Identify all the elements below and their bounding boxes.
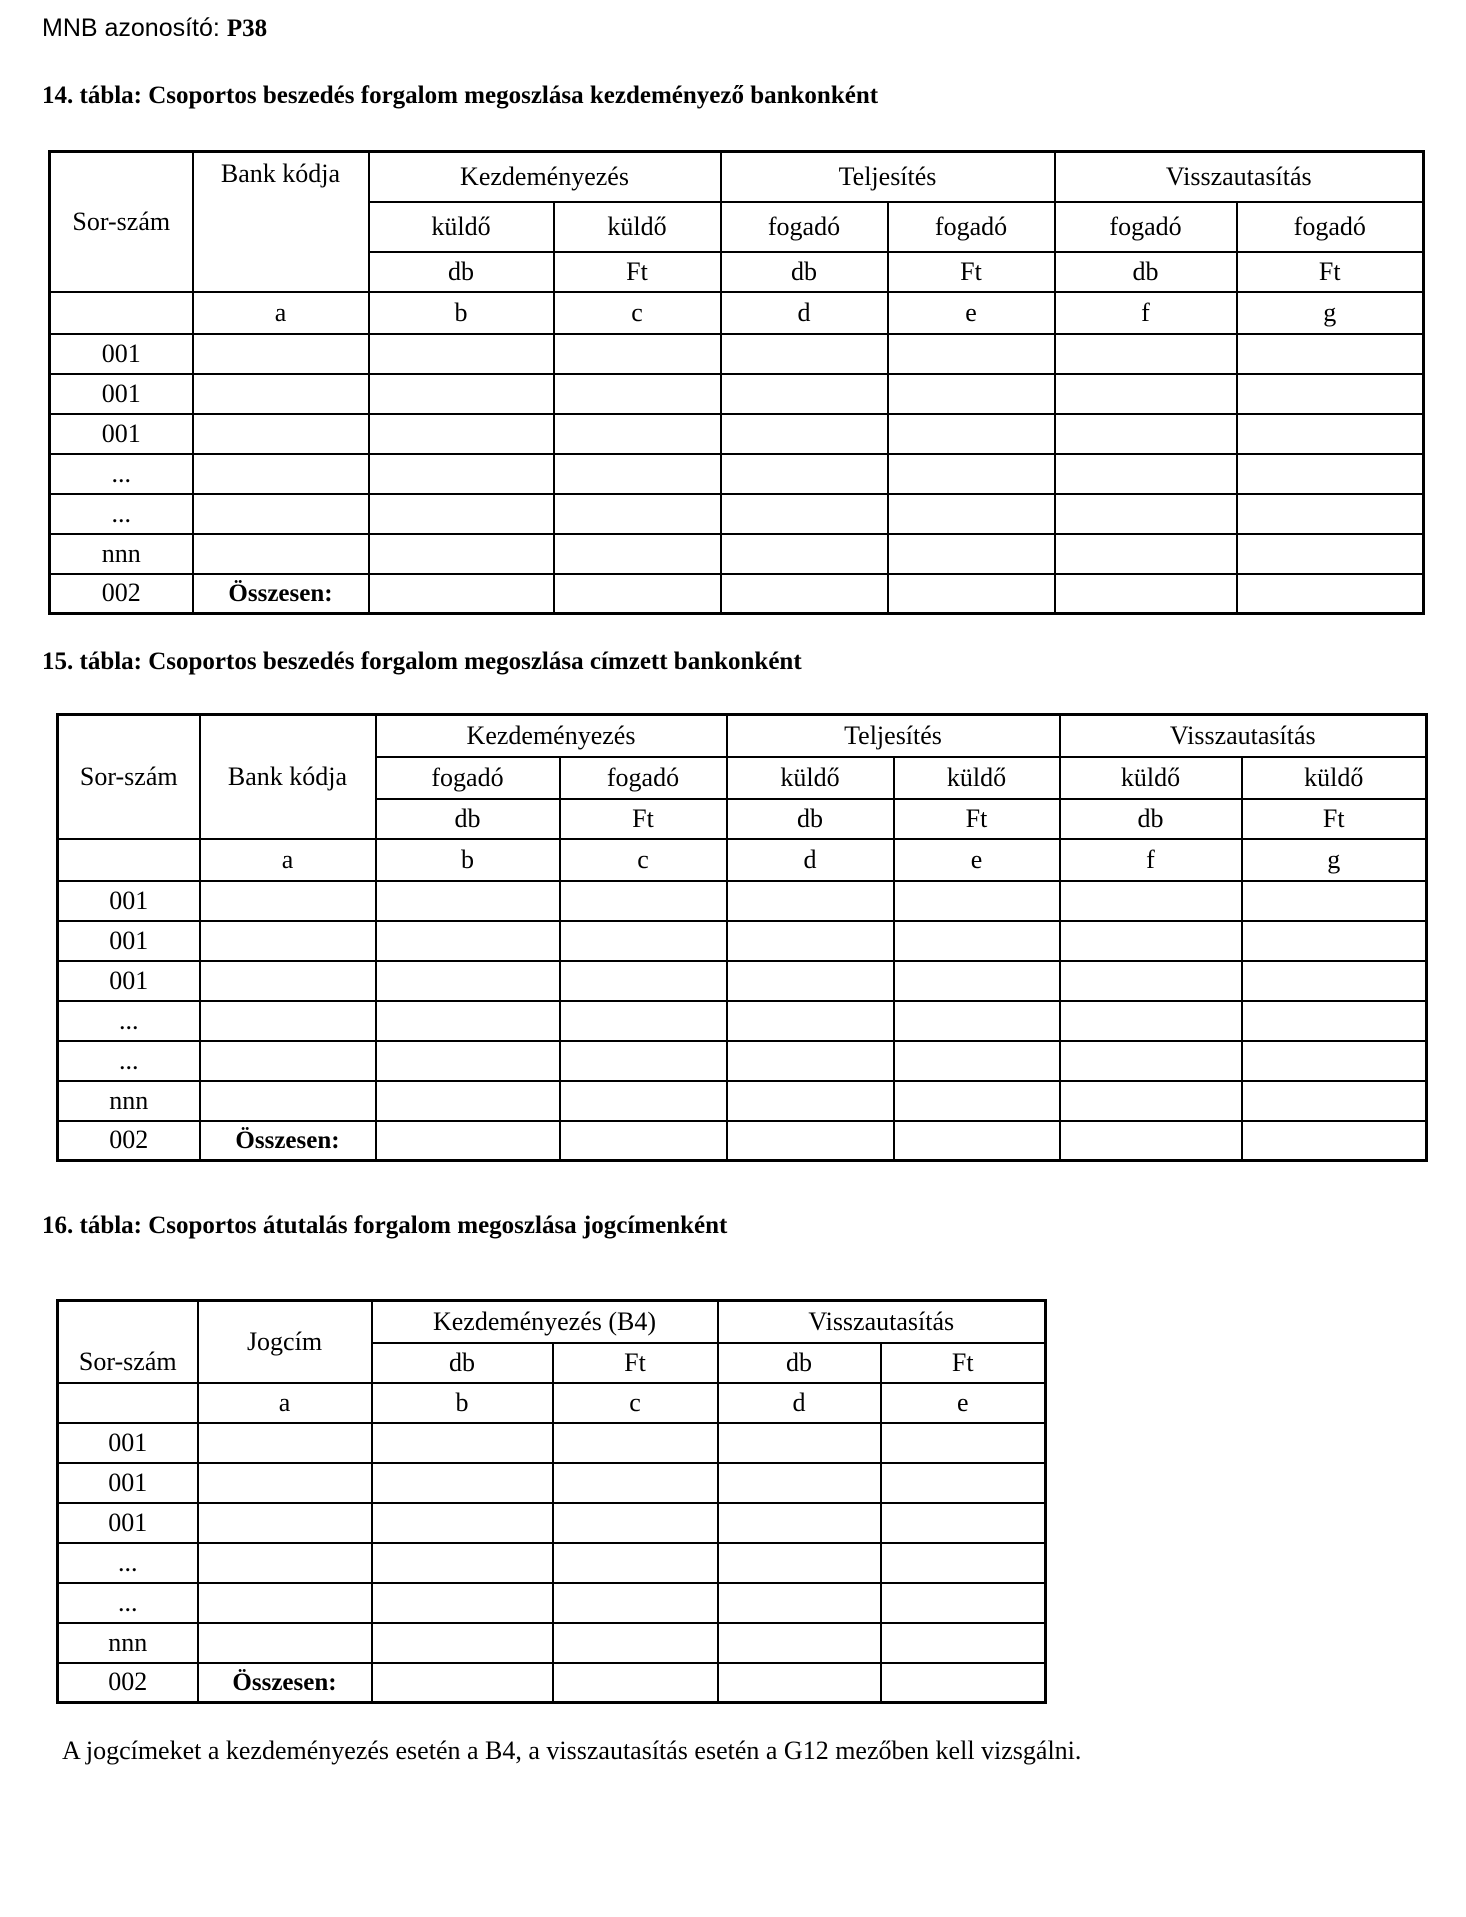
total-label: Összesen: (200, 1121, 376, 1161)
data-cell[interactable] (721, 454, 888, 494)
subheader: fogadó (376, 757, 560, 799)
table-row (58, 1623, 1046, 1663)
row-number: 002 (58, 1663, 198, 1703)
bank-code-cell[interactable] (193, 494, 369, 534)
data-cell[interactable] (894, 881, 1060, 921)
letter-cell: a (198, 1383, 372, 1423)
subheader: fogadó (560, 757, 727, 799)
data-cell[interactable] (894, 961, 1060, 1001)
data-cell[interactable] (553, 1543, 718, 1583)
table-14 (48, 150, 1425, 615)
data-cell[interactable] (727, 1001, 894, 1041)
data-cell[interactable] (881, 1623, 1046, 1663)
data-cell[interactable] (727, 961, 894, 1001)
row-number: ... (58, 1583, 198, 1623)
letter-cell: a (200, 839, 376, 881)
table-16 (56, 1299, 1047, 1704)
data-cell[interactable] (894, 1081, 1060, 1121)
data-cell[interactable] (881, 1423, 1046, 1463)
data-cell[interactable] (1242, 881, 1427, 921)
data-cell[interactable] (881, 1543, 1046, 1583)
letter-cell: e (881, 1383, 1046, 1423)
letter-cell: e (888, 292, 1055, 334)
data-cell[interactable] (1242, 1041, 1427, 1081)
data-cell[interactable] (718, 1543, 881, 1583)
data-cell[interactable] (554, 414, 721, 454)
bank-code-cell[interactable] (200, 1001, 376, 1041)
bank-code-cell[interactable] (200, 1081, 376, 1121)
table-row (58, 1423, 1046, 1463)
bank-code-header: Bank kódja (200, 715, 376, 839)
data-cell[interactable] (372, 1463, 553, 1503)
data-cell[interactable] (554, 494, 721, 534)
data-cell[interactable] (369, 454, 554, 494)
unit-header: Ft (888, 252, 1055, 292)
unit-header: db (727, 799, 894, 839)
subheader: fogadó (1055, 202, 1237, 252)
table-row (58, 881, 1427, 921)
footnote: A jogcímeket a kezdeményezés esetén a B4, a visszautasítás esetén a G12 mezőben kell vizsgálni. (62, 1736, 1082, 1765)
row-number: 001 (50, 374, 193, 414)
data-cell[interactable] (553, 1423, 718, 1463)
data-cell[interactable] (553, 1663, 718, 1703)
bank-code-cell[interactable] (193, 334, 369, 374)
data-cell[interactable] (553, 1463, 718, 1503)
table-16-caption: 16. tábla: Csoportos átutalás forgalom megoszlása jogcímenként (42, 1212, 728, 1239)
bank-code-cell[interactable] (193, 534, 369, 574)
letter-cell (58, 1383, 198, 1423)
data-cell[interactable] (894, 921, 1060, 961)
letter-cell: d (727, 839, 894, 881)
table-row (58, 961, 1427, 1001)
data-cell[interactable] (376, 921, 560, 961)
table-row (50, 414, 1424, 454)
letter-cell: f (1060, 839, 1242, 881)
data-cell[interactable] (718, 1423, 881, 1463)
data-cell[interactable] (888, 414, 1055, 454)
subheader: küldő (1242, 757, 1427, 799)
data-cell[interactable] (1060, 881, 1242, 921)
data-cell[interactable] (721, 534, 888, 574)
data-cell[interactable] (554, 574, 721, 614)
total-row (58, 1121, 1427, 1161)
data-cell[interactable] (560, 1001, 727, 1041)
bank-code-cell[interactable] (193, 454, 369, 494)
subheader: küldő (554, 202, 721, 252)
legal-title-header: Jogcím (198, 1301, 372, 1383)
data-cell[interactable] (718, 1583, 881, 1623)
data-cell[interactable] (721, 374, 888, 414)
letter-cell: c (560, 839, 727, 881)
sorszam-header: Sor-szám (58, 1301, 198, 1383)
data-cell[interactable] (369, 414, 554, 454)
data-cell[interactable] (553, 1503, 718, 1543)
data-cell[interactable] (888, 374, 1055, 414)
data-cell[interactable] (727, 1121, 894, 1161)
data-cell[interactable] (1242, 1001, 1427, 1041)
legal-title-cell[interactable] (198, 1623, 372, 1663)
data-cell[interactable] (721, 574, 888, 614)
data-cell[interactable] (376, 1081, 560, 1121)
row-number: 001 (58, 921, 200, 961)
group-header: Visszautasítás (718, 1301, 1046, 1343)
total-label: Összesen: (193, 574, 369, 614)
data-cell[interactable] (376, 1041, 560, 1081)
data-cell[interactable] (881, 1663, 1046, 1703)
data-cell[interactable] (727, 1041, 894, 1081)
group-header: Visszautasítás (1055, 152, 1424, 202)
table-row (58, 1543, 1046, 1583)
data-cell[interactable] (1060, 1121, 1242, 1161)
data-cell[interactable] (718, 1463, 881, 1503)
table-row (50, 334, 1424, 374)
letter-cell: f (1055, 292, 1237, 334)
unit-header: Ft (894, 799, 1060, 839)
letter-cell: d (721, 292, 888, 334)
data-cell[interactable] (376, 1121, 560, 1161)
unit-header: Ft (560, 799, 727, 839)
letter-cell: d (718, 1383, 881, 1423)
data-cell[interactable] (721, 334, 888, 374)
data-cell[interactable] (1060, 1041, 1242, 1081)
mnb-id-value: P38 (226, 15, 268, 42)
table-row (58, 1503, 1046, 1543)
group-header: Kezdeményezés (B4) (372, 1301, 718, 1343)
data-cell[interactable] (1060, 961, 1242, 1001)
letter-cell: g (1237, 292, 1424, 334)
data-cell[interactable] (554, 454, 721, 494)
subheader: fogadó (1237, 202, 1424, 252)
data-cell[interactable] (376, 881, 560, 921)
group-header: Visszautasítás (1060, 715, 1427, 757)
unit-header: db (1060, 799, 1242, 839)
data-cell[interactable] (888, 534, 1055, 574)
bank-code-cell[interactable] (193, 374, 369, 414)
data-cell[interactable] (554, 534, 721, 574)
group-header: Kezdeményezés (376, 715, 727, 757)
data-cell[interactable] (372, 1583, 553, 1623)
row-number: ... (58, 1543, 198, 1583)
data-cell[interactable] (1055, 414, 1237, 454)
subheader: küldő (894, 757, 1060, 799)
data-cell[interactable] (721, 414, 888, 454)
table-14-caption: 14. tábla: Csoportos beszedés forgalom megoszlása kezdeményező bankonként (42, 82, 879, 109)
data-cell[interactable] (553, 1623, 718, 1663)
data-cell[interactable] (369, 334, 554, 374)
row-number: 001 (58, 1423, 198, 1463)
data-cell[interactable] (560, 1081, 727, 1121)
data-cell[interactable] (1237, 534, 1424, 574)
unit-header: db (376, 799, 560, 839)
bank-code-cell[interactable] (200, 1041, 376, 1081)
data-cell[interactable] (372, 1423, 553, 1463)
group-header: Teljesítés (721, 152, 1055, 202)
data-cell[interactable] (372, 1543, 553, 1583)
letter-cell: b (372, 1383, 553, 1423)
subheader: küldő (369, 202, 554, 252)
data-cell[interactable] (376, 961, 560, 1001)
letter-cell: c (554, 292, 721, 334)
letter-cell: c (553, 1383, 718, 1423)
data-cell[interactable] (1060, 1081, 1242, 1121)
data-cell[interactable] (894, 1121, 1060, 1161)
data-cell[interactable] (1237, 374, 1424, 414)
subheader: fogadó (721, 202, 888, 252)
data-cell[interactable] (372, 1503, 553, 1543)
data-cell[interactable] (369, 534, 554, 574)
data-cell[interactable] (718, 1623, 881, 1663)
row-number: 001 (58, 881, 200, 921)
row-number: 001 (50, 334, 193, 374)
row-number: 002 (50, 574, 193, 614)
data-cell[interactable] (881, 1503, 1046, 1543)
sorszam-header: Sor-szám (58, 715, 200, 839)
mnb-id-label: MNB azonosító: (42, 14, 220, 42)
data-cell[interactable] (372, 1623, 553, 1663)
subheader: küldő (727, 757, 894, 799)
row-number: ... (58, 1041, 200, 1081)
data-cell[interactable] (554, 374, 721, 414)
table-row (50, 534, 1424, 574)
bank-code-header: Bank kódja (193, 152, 369, 292)
table-15 (56, 713, 1428, 1162)
data-cell[interactable] (1242, 921, 1427, 961)
unit-header: db (721, 252, 888, 292)
table-row (58, 1001, 1427, 1041)
subheader: fogadó (888, 202, 1055, 252)
data-cell[interactable] (1055, 574, 1237, 614)
bank-code-cell[interactable] (200, 921, 376, 961)
legal-title-cell[interactable] (198, 1463, 372, 1503)
data-cell[interactable] (376, 1001, 560, 1041)
data-cell[interactable] (554, 334, 721, 374)
letter-cell (50, 292, 193, 334)
row-number: 001 (58, 961, 200, 1001)
data-cell[interactable] (1237, 454, 1424, 494)
data-cell[interactable] (1055, 454, 1237, 494)
legal-title-cell[interactable] (198, 1423, 372, 1463)
letter-cell: e (894, 839, 1060, 881)
table-row (58, 1583, 1046, 1623)
unit-header: Ft (1237, 252, 1424, 292)
data-cell[interactable] (1060, 1001, 1242, 1041)
data-cell[interactable] (894, 1041, 1060, 1081)
data-cell[interactable] (718, 1503, 881, 1543)
legal-title-cell[interactable] (198, 1583, 372, 1623)
bank-code-cell[interactable] (193, 414, 369, 454)
data-cell[interactable] (560, 1121, 727, 1161)
data-cell[interactable] (727, 1081, 894, 1121)
table-15-caption: 15. tábla: Csoportos beszedés forgalom megoszlása címzett bankonként (42, 648, 802, 675)
data-cell[interactable] (1237, 494, 1424, 534)
unit-header: db (369, 252, 554, 292)
table-row (58, 1041, 1427, 1081)
row-number: nnn (58, 1623, 198, 1663)
group-header: Kezdeményezés (369, 152, 721, 202)
letter-cell: b (369, 292, 554, 334)
data-cell[interactable] (881, 1463, 1046, 1503)
table-row (58, 1463, 1046, 1503)
data-cell[interactable] (888, 494, 1055, 534)
bank-code-cell[interactable] (200, 881, 376, 921)
data-cell[interactable] (1242, 961, 1427, 1001)
data-cell[interactable] (1237, 414, 1424, 454)
data-cell[interactable] (721, 494, 888, 534)
data-cell[interactable] (560, 921, 727, 961)
unit-header: db (1055, 252, 1237, 292)
data-cell[interactable] (1242, 1121, 1427, 1161)
data-cell[interactable] (369, 494, 554, 534)
letter-cell: b (376, 839, 560, 881)
row-number: 001 (58, 1463, 198, 1503)
data-cell[interactable] (727, 921, 894, 961)
table-row (58, 1081, 1427, 1121)
data-cell[interactable] (881, 1583, 1046, 1623)
row-number: ... (58, 1001, 200, 1041)
data-cell[interactable] (727, 881, 894, 921)
sorszam-header: Sor-szám (50, 152, 193, 292)
legal-title-cell[interactable] (198, 1543, 372, 1583)
unit-header: Ft (554, 252, 721, 292)
letter-cell: a (193, 292, 369, 334)
data-cell[interactable] (1237, 574, 1424, 614)
group-header: Teljesítés (727, 715, 1060, 757)
data-cell[interactable] (560, 961, 727, 1001)
data-cell[interactable] (369, 574, 554, 614)
row-number: nnn (50, 534, 193, 574)
row-number: 002 (58, 1121, 200, 1161)
data-cell[interactable] (888, 454, 1055, 494)
data-cell[interactable] (1237, 334, 1424, 374)
data-cell[interactable] (372, 1663, 553, 1703)
row-number: 001 (50, 414, 193, 454)
data-cell[interactable] (1055, 334, 1237, 374)
data-cell[interactable] (560, 881, 727, 921)
mnb-id-line (42, 14, 267, 43)
data-cell[interactable] (1242, 1081, 1427, 1121)
data-cell[interactable] (718, 1663, 881, 1703)
unit-header: Ft (881, 1343, 1046, 1383)
data-cell[interactable] (888, 334, 1055, 374)
total-row (50, 574, 1424, 614)
row-number: ... (50, 454, 193, 494)
unit-header: db (718, 1343, 881, 1383)
data-cell[interactable] (888, 574, 1055, 614)
total-row (58, 1663, 1046, 1703)
unit-header: db (372, 1343, 553, 1383)
data-cell[interactable] (1060, 921, 1242, 961)
table-row (50, 494, 1424, 534)
row-number: 001 (58, 1503, 198, 1543)
row-number: nnn (58, 1081, 200, 1121)
data-cell[interactable] (894, 1001, 1060, 1041)
legal-title-cell[interactable] (198, 1503, 372, 1543)
unit-header: Ft (1242, 799, 1427, 839)
row-number: ... (50, 494, 193, 534)
total-label: Összesen: (198, 1663, 372, 1703)
table-row (50, 374, 1424, 414)
letter-cell: g (1242, 839, 1427, 881)
table-row (50, 454, 1424, 494)
data-cell[interactable] (1055, 494, 1237, 534)
table-row (58, 921, 1427, 961)
subheader: küldő (1060, 757, 1242, 799)
letter-cell (58, 839, 200, 881)
data-cell[interactable] (553, 1583, 718, 1623)
data-cell[interactable] (1055, 374, 1237, 414)
unit-header: Ft (553, 1343, 718, 1383)
data-cell[interactable] (369, 374, 554, 414)
bank-code-cell[interactable] (200, 961, 376, 1001)
data-cell[interactable] (560, 1041, 727, 1081)
data-cell[interactable] (1055, 534, 1237, 574)
